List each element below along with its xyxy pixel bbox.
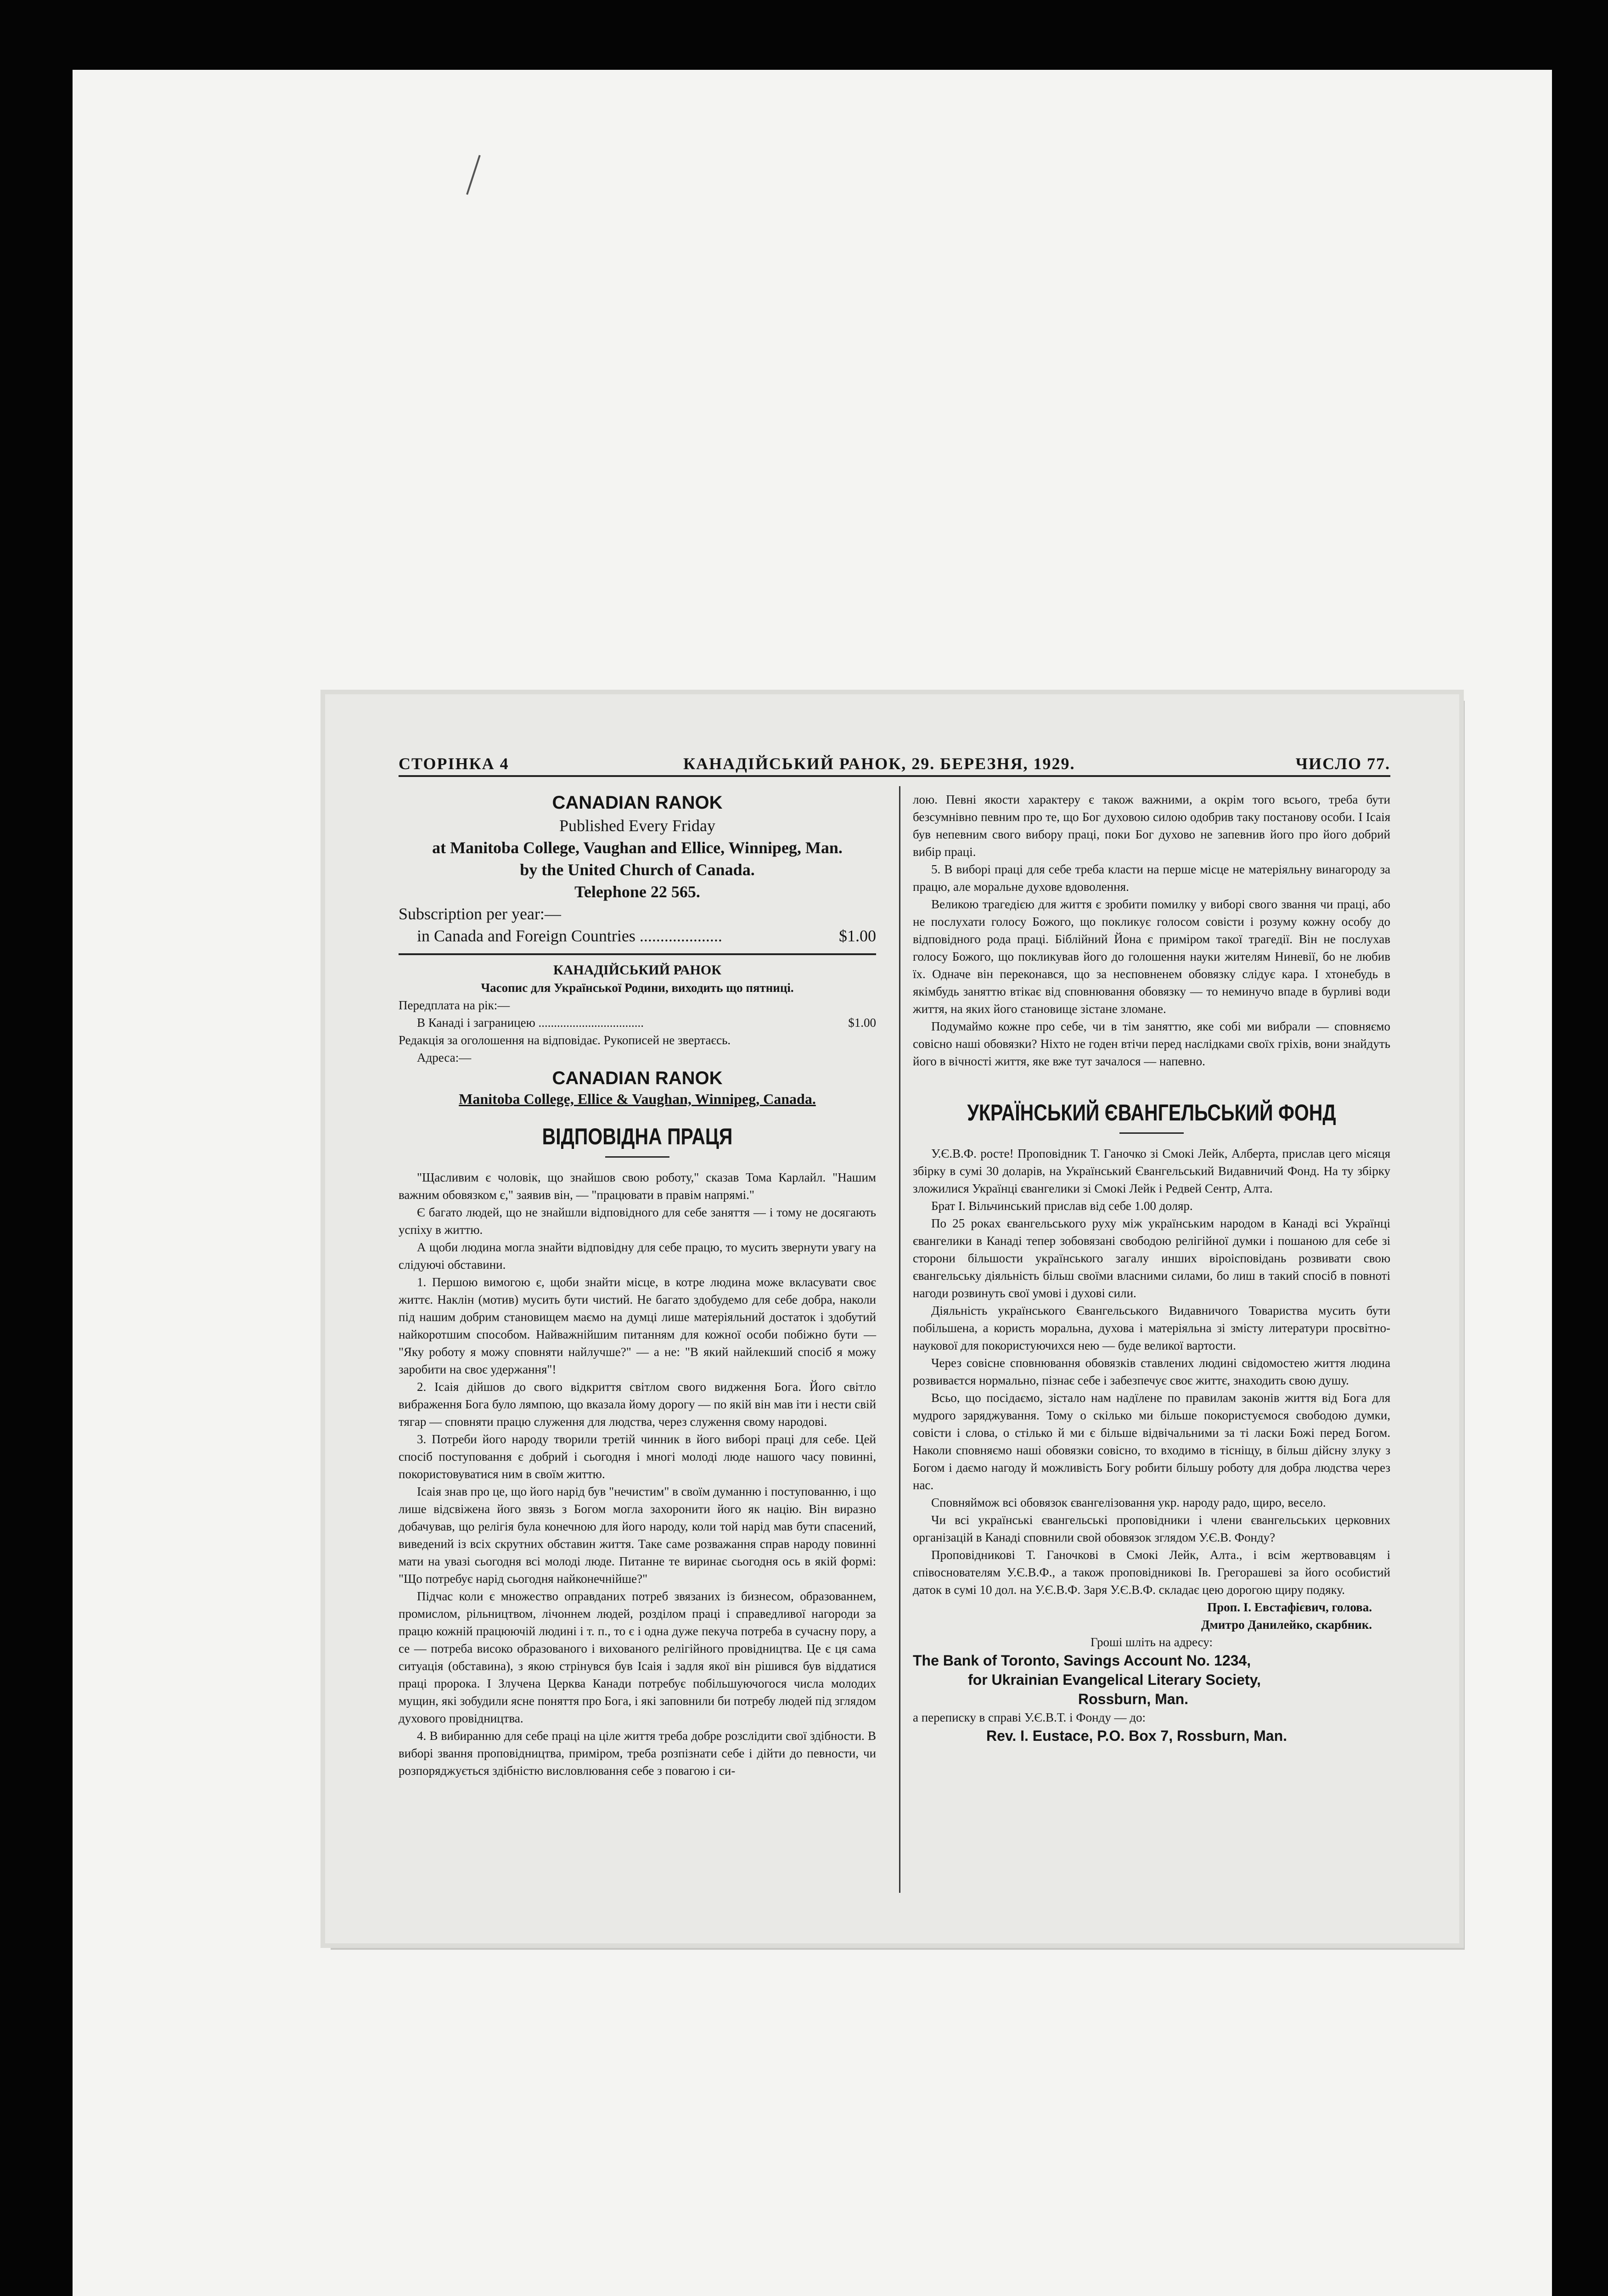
masthead-published: Published Every Friday (559, 816, 715, 835)
signature-chairman: Проп. І. Евстафієвич, голова. (1207, 1600, 1372, 1614)
subscription-price: $1.00 (839, 927, 876, 945)
article-paragraph: А щоби людина могла знайти відповідну для себе працю, то мусить звернути увагу на слідуючі обставини. (399, 1240, 876, 1272)
article-paragraph: 1. Першою вимогою є, щоби знайти місце, в котре людина може вкласувати своє життє. Наклін (мотив) мусить бути чистий. Не багато здобудемо для себе добра, наколи під нашим добрим становищем маємо на думці лише матеріяльний достаток і здобутий найкоротшим способом. Найважнійшим питанням для кожної особи побіжно бути — "Яку роботу я можу сповняти найлучше?" — а не: "В який найлекший спосіб я можу заробити на своє удержання"! (399, 1275, 876, 1376)
fund-paragraph: У.Є.В.Ф. росте! Проповідник Т. Ганочко зі Смокі Лейк, Алберта, прислав цего місяця збірку в сумі 30 доларів, на Український Євангельський Видавничий Фонд. На ту збірку зложилися Українці євангелики зі Смокі Лейк і Редвей Сентр, Алта. (913, 1147, 1390, 1195)
masthead-location: at Manitoba College, Vaughan and Ellice, Winnipeg, Man. (432, 838, 843, 857)
fund-paragraph: Діяльність українського Євангельського Видавничого Товариства мусить бути побільшена, а користь моральна, духова і матеріяльна зі змісту литератури просвітно-наукової для покористуючихся нею — буде великої вартости. (913, 1304, 1390, 1352)
newspaper-date-line: КАНАДІЙСЬКИЙ РАНОК, 29. БЕРЕЗНЯ, 1929. (683, 754, 1075, 773)
article-continuation: Великою трагедією для життя є зробити помилку у виборі свого звання чи праці, або не послухати голосу Божого, що покликує голосом совісти і розуму кожну особу до відповідного рода праці. Біблійний Йона є приміром такої трагедії. Він не послухав голосу Божого, що покликував його до голошення науки жителям Ниневії, бо не любив їх. Одначе він переконався, що за несповненем обовязку слідує кара. І хтонебудь в якімбудь заняттю втікає від сповнювання обовязку — то неминучо впаде в бурливі води життя, на яких його становище зістане зломане. (913, 897, 1390, 1016)
article-paragraph: 2. Ісаія дійшов до свого відкриття світлом свого видження Бога. Його світло вибраження Бога було лямпою, що вказала йому дорогу — по якій він мав іти і нести свій тягар — сповняти працю служення для людства, через служення свому народові. (399, 1380, 876, 1429)
signature-treasurer: Дмитро Данилейко, скарбник. (1201, 1618, 1372, 1632)
subscription-label: Subscription per year:— (399, 905, 561, 923)
masthead-english-title: CANADIAN RANOK (552, 793, 723, 813)
article-continuation: Подумаймо кожне про себе, чи в тім заняттю, яке собі ми вибрали — сповняємо совісно наші обовязки? Ніхто не годен втічи перед наслідками своїх гріхів, вони знайдуть його в вічності життя, яке вже тут зачалося — напевно. (913, 1019, 1390, 1068)
article-paragraph: Підчас коли є множество оправданих потреб звязаних із бизнесом, образованнем, промислом, рільництвом, лічоннем людей, розділом праці і справедливої нагороди за працю кожній працюючій людині і т. п., то є і одна дуже пекуча потреба в сучасну пору, а се — потреба високо образованого і вихованого релігійного провідництва. Це є ця сама ситуація (обставина), з якою стрінувся був Ісаія і задля якої він рішився був віддатися праці пророка. І Злучена Церква Канади потребує побільшуючогося числа молодих мущин, які зобудили ясне поняття про Бога, і які заповнили би потребу людей під зглядом духового провідництва. (399, 1589, 876, 1725)
article-paragraph: 4. В вибиранню для себе праці на ціле життя треба добре розслідити свої здібности. В виборі звання проповідництва, приміром, треба розпізнати себе і дійти до певности, чи розпоряджується здібністю висловлювання себе з повагою і си- (399, 1729, 876, 1778)
address-label: Адреса:— (417, 1051, 472, 1064)
article-paragraph: Ісаія знав про це, що його нарід був "нечистим" в своїм думанню і поступованню, і що лише відсвіжена його звязь з Богом могла захоронити його як націю. Він виразно добачував, що релігія була конечною для його народу, коли той нарід мав бути спасений, виведений із всіх скрутних обставин життя. Таке саме розважання справ народу повинні мати на увазі сьогодня всі молоді люде. Питанне те виринає сьогодня ось в якій формі: "Що потребує нарід сьогодня найконечнійше?" (399, 1485, 876, 1586)
bank-address-line-1: The Bank of Toronto, Savings Account No. 1234, (913, 1652, 1251, 1669)
address-line: Manitoba College, Ellice & Vaughan, Winnipeg, Canada. (459, 1091, 816, 1107)
masthead-publisher: by the United Church of Canada. (520, 861, 755, 879)
page-header (399, 754, 1390, 777)
prepay-price: $1.00 (848, 1016, 876, 1030)
right-column (913, 791, 1390, 1745)
title-rule (605, 1156, 669, 1158)
fund-article-title: УКРАЇНСЬКИЙ ЄВАНГЕЛЬСЬКИЙ ФОНД (967, 1100, 1336, 1125)
fund-paragraph: Через совісне сповнювання обовязків ставлених людині свідомостею життя людина розвиваєтся нормально, пізнає себе і забезпечує своє життє, знаходить свою душу. (913, 1356, 1390, 1387)
editorial-notice: Редакція за оголошення на відповідає. Рукописей не звертаєсь. (399, 1033, 731, 1047)
fund-paragraph: По 25 роках євангельського руху між українським народом в Канаді всі Українці євангелики в Канаді тепер зобовязані свободою релігійної думки і пошаною для себе зі сторони більшости українського загалу инших віроісповідань розвивати свою євангельську діяльність більш своїми власними силами, бо лиш в такий спосіб в повноті нагоди розвинуть свої умові і духові сили. (913, 1216, 1390, 1300)
article-title: ВІДПОВІДНА ПРАЦЯ (542, 1124, 733, 1149)
title-rule (1119, 1132, 1184, 1134)
article-paragraph: "Щасливим є чоловік, що знайшов свою роботу," сказав Тома Карлайл. "Нашим важним обовязком є," заявив він, — "працювати в правім напрямі." (399, 1171, 876, 1202)
bank-address-line-2: for Ukrainian Evangelical Literary Society, (968, 1671, 1261, 1688)
left-column (399, 791, 876, 1779)
fund-paragraph: Чи всі українські євангельські проповідники і члени євангельських церковних організацій в Канаді сповнили свой обовязок зглядом У.Є.В. Фонду? (913, 1513, 1390, 1544)
fund-paragraph: Брат І. Вільчинський прислав від себе 1.00 доляр. (931, 1199, 1193, 1213)
prepay-text: В Канаді і заграницею .................................. (417, 1016, 644, 1030)
masthead-ukrainian-title: КАНАДІЙСЬКИЙ РАНОК (553, 962, 722, 978)
correspondence-label: а переписку в справі У.Є.В.Т. і Фонду — до: (913, 1711, 1146, 1724)
masthead-divider (399, 953, 876, 955)
send-money-label: Гроші шліть на адресу: (1091, 1635, 1213, 1649)
subscription-line (399, 925, 876, 947)
masthead-telephone: Telephone 22 565. (574, 883, 700, 901)
article-paragraph: Є багато людей, що не знайшли відповідного для себе заняття — і тому не досягають успіху в життю. (399, 1205, 876, 1237)
prepay-label: Передплата на рік:— (399, 998, 510, 1012)
address-name: CANADIAN RANOK (552, 1068, 723, 1088)
issue-number: ЧИСЛО 77. (1295, 754, 1390, 773)
fund-paragraph: Проповідникові Т. Ганочкові в Смокі Лейк, Алта., і всім жертвовавцям і співоснователям У.Є.В.Ф., а також проповідникові Ів. Грегорашеві за його особистий даток в сумі 10 дол. на У.Є.В.Ф. Заря У.Є.В.Ф. складає цею дорогою щиру подяку. (913, 1548, 1390, 1597)
bank-address-line-3: Rossburn, Man. (1078, 1691, 1189, 1707)
article-paragraph: 3. Потреби його народу творили третій чинник в його виборі праці для себе. Цей спосіб поступовання є добрий і сьогодня і многі молоді люде нашого часу повинні, покористовуватися ним в своїм життю. (399, 1432, 876, 1481)
subscription-text: in Canada and Foreign Countries .................... (417, 927, 722, 945)
article-continuation: лою. Певні якости характеру є також важними, а окрім того всього, треба бути безсумнівно певним про те, що Бог духовою силою одобрив таку постанову особи. І Ісаія був непевним свого вибору праці, поки Бог духово не запевнив його про його добрий вибір праці. (913, 793, 1390, 859)
fund-paragraph: Всьо, що посідаємо, зістало нам надїлене по правилам законів життя від Бога для мудрого заряджування. Тому о скілько ми більше покористуємося свободою думки, совісти і слова, о стілько й ми є більше відвічальними за ті ласки Божі перед Богом. Наколи сповняємо наші обовязки совісно, то входимо в тісніщу, в більш дійсну злуку з Богом і даємо нагоду й можливість Богу робити більшу роботу для добра людства через нас. (913, 1391, 1390, 1492)
film-scratch-mark (466, 155, 498, 200)
masthead-ukrainian-subtitle: Часопис для Української Родини, виходить що пятниці. (481, 981, 794, 995)
article-continuation: 5. В виборі праці для себе треба класти на перше місце не матеріяльну винагороду за працю, але моральне духове вдоволення. (913, 862, 1390, 894)
correspondence-address: Rev. I. Eustace, P.O. Box 7, Rossburn, Man. (986, 1728, 1288, 1744)
page-number: СТОРІНКА 4 (399, 754, 509, 773)
fund-paragraph: Сповняймож всі обовязок євангелізовання укр. народу радо, щиро, весело. (931, 1496, 1326, 1509)
newspaper-page (325, 694, 1459, 1943)
column-divider (899, 786, 900, 1893)
microfilm-frame (73, 70, 1552, 2296)
prepay-line (399, 1014, 876, 1031)
